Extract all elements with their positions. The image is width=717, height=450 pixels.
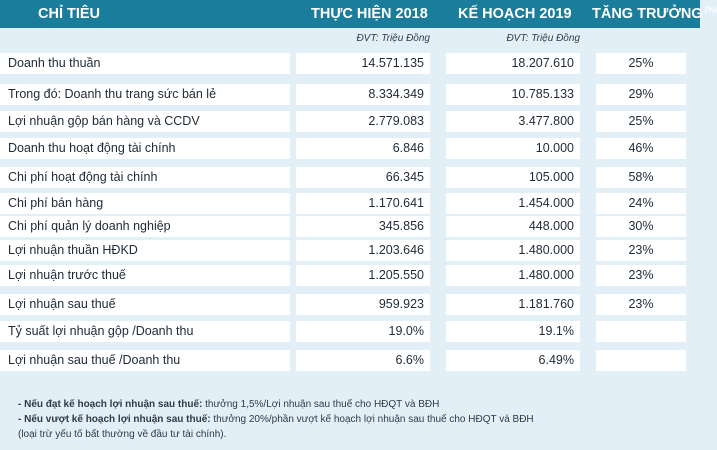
row-growth: 23% <box>596 265 686 286</box>
row-growth <box>596 321 686 342</box>
row-plan-2019: 1.181.760 <box>446 294 580 315</box>
row-plan-2019: 448.000 <box>446 216 580 237</box>
note-3: (loại trừ yếu tố bất thường về đầu tư tài chính). <box>18 429 227 440</box>
header-criteria: CHỈ TIÊU <box>38 6 101 22</box>
note-2-bold: - Nếu vượt kế hoạch lợi nhuận sau thuế: <box>18 414 211 425</box>
row-actual-2018: 19.0% <box>296 321 430 342</box>
header-growth-label: TĂNG TRƯỞNG <box>592 6 703 22</box>
row-growth: 23% <box>596 294 686 315</box>
row-actual-2018: 6.846 <box>296 138 430 159</box>
row-label: Lợi nhuận sau thuế <box>0 294 290 315</box>
row-actual-2018: 959.923 <box>296 294 430 315</box>
table-row <box>0 350 700 371</box>
row-growth: 46% <box>596 138 686 159</box>
row-growth: 58% <box>596 167 686 188</box>
table-row <box>0 216 700 237</box>
note-1 <box>18 397 534 412</box>
note-1-text: thưởng 1,5%/Lợi nhuận sau thuế cho HĐQT và BĐH <box>202 399 440 410</box>
header-growth <box>592 6 717 22</box>
row-growth: 25% <box>596 53 686 74</box>
row-growth: 29% <box>596 84 686 105</box>
row-actual-2018: 1.203.646 <box>296 240 430 261</box>
row-label: Lợi nhuận gộp bán hàng và CCDV <box>0 111 290 132</box>
row-plan-2019: 10.000 <box>446 138 580 159</box>
table-row <box>0 111 700 132</box>
unit-label-plan: ĐVT: Triệu Đồng <box>506 33 580 44</box>
header-plan-2019: KẾ HOẠCH 2019 <box>458 6 572 22</box>
row-growth: 25% <box>596 111 686 132</box>
row-plan-2019: 1.480.000 <box>446 240 580 261</box>
table-row <box>0 265 700 286</box>
header-actual-2018: THỰC HIỆN 2018 <box>311 6 428 22</box>
row-label: Doanh thu thuần <box>0 53 290 74</box>
note-2 <box>18 412 534 427</box>
row-plan-2019: 19.1% <box>446 321 580 342</box>
table-row <box>0 193 700 214</box>
row-label: Doanh thu hoạt động tài chính <box>0 138 290 159</box>
row-actual-2018: 14.571.135 <box>296 53 430 74</box>
row-actual-2018: 1.170.641 <box>296 193 430 214</box>
table-row <box>0 321 700 342</box>
row-plan-2019: 6.49% <box>446 350 580 371</box>
row-actual-2018: 345.856 <box>296 216 430 237</box>
row-growth: 24% <box>596 193 686 214</box>
table-header <box>0 0 717 28</box>
table-row <box>0 53 700 74</box>
row-label: Chi phí quản lý doanh nghiệp <box>0 216 290 237</box>
row-growth <box>596 350 686 371</box>
row-plan-2019: 18.207.610 <box>446 53 580 74</box>
row-actual-2018: 6.6% <box>296 350 430 371</box>
row-plan-2019: 3.477.800 <box>446 111 580 132</box>
row-plan-2019: 1.454.000 <box>446 193 580 214</box>
row-plan-2019: 10.785.133 <box>446 84 580 105</box>
row-label: Trong đó: Doanh thu trang sức bán lẻ <box>0 84 290 105</box>
row-label: Lợi nhuận sau thuế /Doanh thu <box>0 350 290 371</box>
row-label: Lợi nhuận thuần HĐKD <box>0 240 290 261</box>
row-label: Chi phí hoạt động tài chính <box>0 167 290 188</box>
table-row <box>0 84 700 105</box>
row-actual-2018: 8.334.349 <box>296 84 430 105</box>
note-1-bold: - Nếu đạt kế hoạch lợi nhuận sau thuế: <box>18 399 203 410</box>
row-label: Tỷ suất lợi nhuận gộp /Doanh thu <box>0 321 290 342</box>
row-label: Chi phí bán hàng <box>0 193 290 214</box>
row-actual-2018: 2.779.083 <box>296 111 430 132</box>
header-growth-unit: (%) <box>704 5 717 14</box>
note-2-text: thưởng 20%/phần vượt kế hoạch lợi nhuận sau thuế cho HĐQT và BĐH <box>210 414 534 425</box>
table-row <box>0 240 700 261</box>
row-growth: 30% <box>596 216 686 237</box>
row-label: Lợi nhuận trước thuế <box>0 265 290 286</box>
unit-label-actual: ĐVT: Triệu Đồng <box>356 33 430 44</box>
row-plan-2019: 1.480.000 <box>446 265 580 286</box>
table-row <box>0 138 700 159</box>
table-row <box>0 294 700 315</box>
row-plan-2019: 105.000 <box>446 167 580 188</box>
row-actual-2018: 66.345 <box>296 167 430 188</box>
row-actual-2018: 1.205.550 <box>296 265 430 286</box>
table-row <box>0 167 700 188</box>
notes <box>18 397 534 442</box>
row-growth: 23% <box>596 240 686 261</box>
